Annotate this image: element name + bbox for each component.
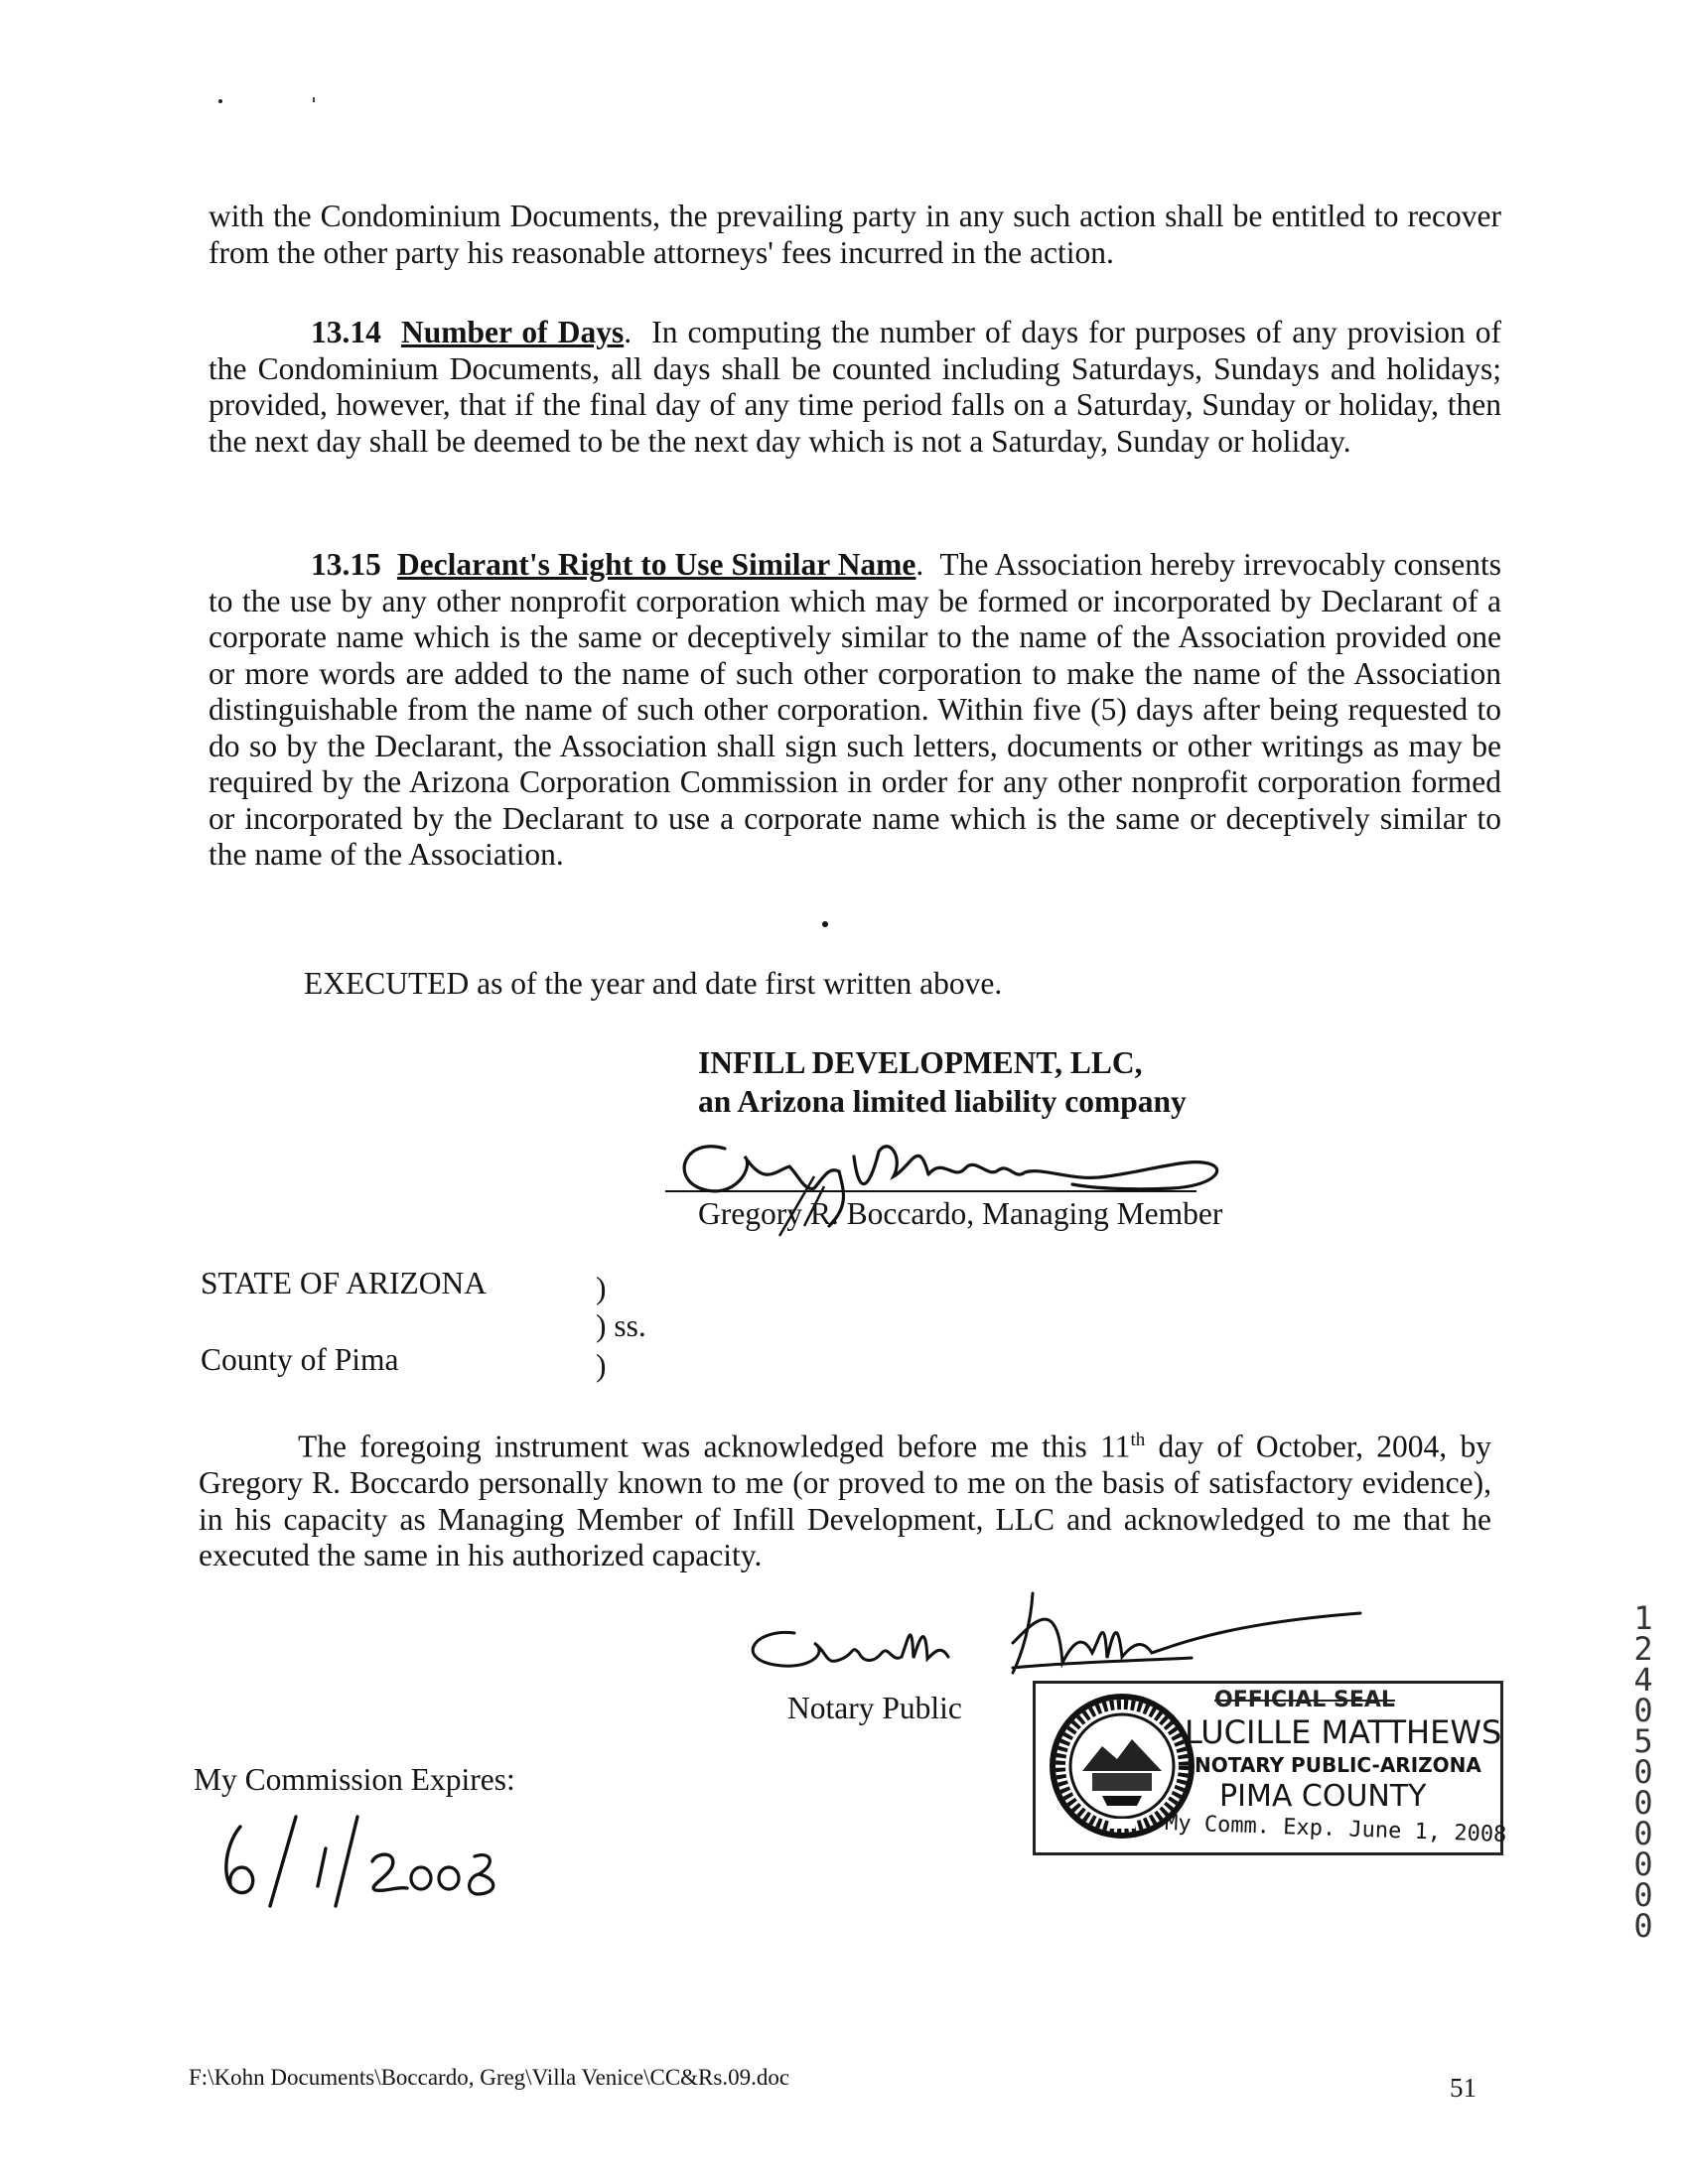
section-body: In computing the number of days for purposes of any provision of the Condominium Documents, all days shall be counted including Saturdays, Sundays and holidays; provided, however, that if the final day of any time period falls on a Saturday, Sunday or holiday, then the next day shall be deemed to be the next day which is not a Saturday, Sunday or holiday. bbox=[209, 315, 1502, 459]
scan-speck bbox=[218, 99, 222, 103]
company-type: an Arizona limited liability company bbox=[698, 1084, 1187, 1119]
top-paragraph: with the Condominium Documents, the prevailing party in any such action shall be entitled to recover from the other party his reasonable attorneys' fees incurred in the action. bbox=[209, 199, 1501, 270]
section-heading: Number of Days bbox=[400, 315, 625, 349]
page-number: 51 bbox=[1450, 2073, 1477, 2103]
company-name: INFILL DEVELOPMENT, LLC, bbox=[698, 1045, 1143, 1080]
notary-public-label: Notary Public bbox=[787, 1691, 962, 1725]
section-13-15: 13.15 Declarant's Right to Use Similar Name. The Association hereby irrevocably consents to the use by any other nonprofit corporation which may be formed or incorporated by Declarant of a corporate name which is the same or deceptively similar to the name of the Association provided one or more words are added to the name of such other corporation to make the name of the Association distinguishable from the name of such other corporation. Within five (5) days after being requested to do so by the Declarant, the Association shall sign such letters, documents or other writings as may be required by the Arizona Corporation Commission in order for any other nonprofit corporation formed or incorporated by the Declarant to use a corporate name which is the same or deceptively similar to the name of the Association. bbox=[209, 547, 1502, 872]
official-seal-stamp bbox=[1033, 1681, 1507, 1855]
commission-label: My Commission Expires: bbox=[194, 1762, 515, 1797]
section-number: 13.15 bbox=[311, 547, 381, 582]
county-label: County of Pima bbox=[201, 1342, 399, 1377]
seal-official-label: OFFICIAL SEAL bbox=[1214, 1688, 1395, 1712]
ack-ordinal: th bbox=[1130, 1430, 1146, 1450]
executed-line: EXECUTED as of the year and date first written above. bbox=[304, 966, 1003, 1001]
seal-notary-name: LUCILLE MATTHEWS bbox=[1185, 1713, 1502, 1751]
venue-ss: ) ss. bbox=[596, 1308, 646, 1343]
seal-county: PIMA COUNTY bbox=[1219, 1779, 1427, 1814]
state-label: STATE OF ARIZONA bbox=[201, 1266, 487, 1300]
venue-paren: ) bbox=[596, 1348, 607, 1383]
seal-expiration: My Comm. Exp. June 1, 2008 bbox=[1164, 1810, 1507, 1848]
handwritten-commission-date bbox=[209, 1807, 526, 1916]
section-body: The Association hereby irrevocably consents to the use by any other nonprofit corporation which may be formed or incorporated by Declarant of a corporate name which is the same or deceptively similar to the name of the Association provided one or more words are added to the name of such other corporation to make the name of the Association distinguishable from the name of such other corporation. Within five (5) days after being requested to do so by the Declarant, the Association shall sign such letters, documents or other writings as may be required by the Arizona Corporation Commission in order for any other nonprofit corporation formed or incorporated by the Declarant to use a corporate name which is the same or deceptively similar to the name of the Association. bbox=[209, 547, 1502, 872]
scan-speck bbox=[822, 921, 828, 927]
footer-file-path: F:\Kohn Documents\Boccardo, Greg\Villa Venice\CC&Rs.09.doc bbox=[189, 2065, 790, 2090]
scan-speck bbox=[313, 97, 315, 102]
signer-name: Gregory R. Boccardo, Managing Member bbox=[698, 1196, 1223, 1231]
acknowledgment-paragraph bbox=[199, 1423, 1491, 1574]
recording-number: 1240500 0000 bbox=[1633, 1599, 1653, 1945]
ack-text-start: The foregoing instrument was acknowledged before me this 11 bbox=[298, 1429, 1131, 1464]
ack-text-end: day of October, 2004, by Gregory R. Boccardo personally known to me (or proved to me on the basis of satisfactory evidence), in his capacity as Managing Member of Infill Development, LLC and acknowledged to me that he executed the same in his authorized capacity. bbox=[199, 1429, 1491, 1572]
section-number: 13.14 bbox=[311, 315, 381, 349]
seal-notary-title: NOTARY PUBLIC-ARIZONA bbox=[1195, 1753, 1481, 1777]
section-heading: Declarant's Right to Use Similar Name bbox=[396, 547, 916, 582]
section-13-14: 13.14 Number of Days. In computing the number of days for purposes of any provision of the Condominium Documents, all days shall be counted including Saturdays, Sundays and holidays; provided, however, that if the final day of any time period falls on a Saturday, Sunday or holiday, then the next day shall be deemed to be the next day which is not a Saturday, Sunday or holiday. bbox=[209, 315, 1502, 459]
venue-paren: ) bbox=[596, 1271, 607, 1305]
